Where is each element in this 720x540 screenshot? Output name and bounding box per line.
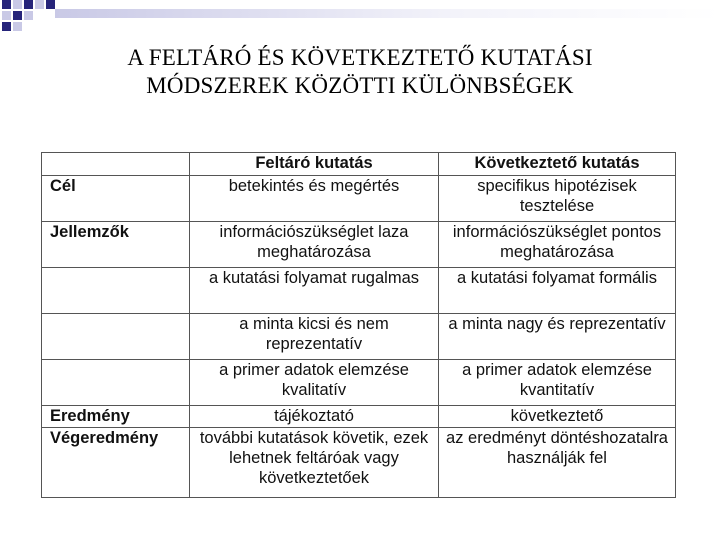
kovetkezteto-cell: a minta nagy és reprezentatív xyxy=(439,314,676,360)
table-row xyxy=(42,428,676,498)
kovetkezteto-cell: a kutatási folyamat formális xyxy=(439,268,676,314)
kovetkezteto-cell: specifikus hipotézisek tesztelése xyxy=(439,176,676,222)
table-row xyxy=(42,360,676,406)
table-row xyxy=(42,314,676,360)
table-header-row xyxy=(42,153,676,176)
kovetkezteto-cell: a primer adatok elemzése kvantitatív xyxy=(439,360,676,406)
row-label: Végeredmény xyxy=(42,428,190,498)
row-label xyxy=(42,360,190,406)
feltaro-cell: a kutatási folyamat rugalmas xyxy=(190,268,439,314)
kovetkezteto-cell: információszükséglet pontos meghatározása xyxy=(439,222,676,268)
kovetkezteto-cell: következtető xyxy=(439,406,676,428)
header-empty-cell xyxy=(42,153,190,176)
header-feltaro: Feltáró kutatás xyxy=(190,153,439,176)
table-row xyxy=(42,406,676,428)
row-label xyxy=(42,314,190,360)
row-label: Jellemzők xyxy=(42,222,190,268)
table-row xyxy=(42,268,676,314)
slide-title xyxy=(40,44,680,100)
feltaro-cell: további kutatások követik, ezek lehetnek feltáróak vagy következtetőek xyxy=(190,428,439,498)
header-kovetkezteto: Következtető kutatás xyxy=(439,153,676,176)
feltaro-cell: a primer adatok elemzése kvalitatív xyxy=(190,360,439,406)
kovetkezteto-cell: az eredményt döntéshozatalra használják fel xyxy=(439,428,676,498)
decorative-top-bar xyxy=(55,9,720,18)
decorative-square-grid xyxy=(0,0,60,38)
feltaro-cell: betekintés és megértés xyxy=(190,176,439,222)
slide-title-line-2: MÓDSZEREK KÖZÖTTI KÜLÖNBSÉGEK xyxy=(146,73,574,98)
feltaro-cell: a minta kicsi és nem reprezentatív xyxy=(190,314,439,360)
row-label: Eredmény xyxy=(42,406,190,428)
row-label: Cél xyxy=(42,176,190,222)
feltaro-cell: információszükséglet laza meghatározása xyxy=(190,222,439,268)
feltaro-cell: tájékoztató xyxy=(190,406,439,428)
slide-title-line-1: A FELTÁRÓ ÉS KÖVETKEZTETŐ KUTATÁSI xyxy=(127,45,593,70)
row-label xyxy=(42,268,190,314)
comparison-table xyxy=(41,152,676,498)
table-row xyxy=(42,176,676,222)
table-row xyxy=(42,222,676,268)
